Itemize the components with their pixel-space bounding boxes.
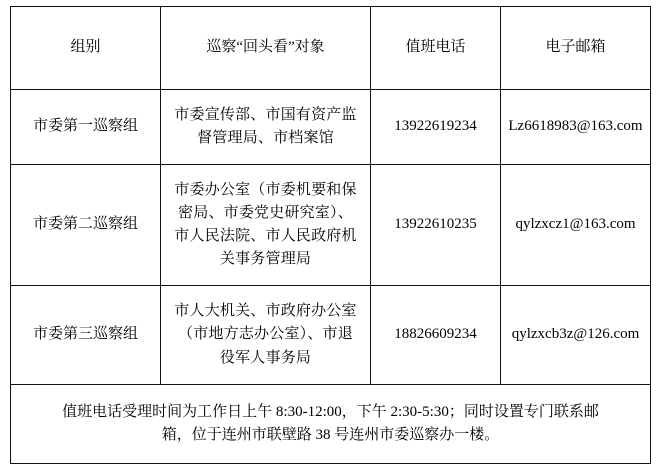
table-row <box>11 286 651 385</box>
target-line: 市人民法院、市人民政府机 <box>174 228 357 244</box>
column-header-target: 巡察“回头看”对象 <box>161 7 371 90</box>
cell-phone: 13922610235 <box>371 165 501 286</box>
contact-table <box>10 6 651 464</box>
cell-group: 市委第一巡察组 <box>11 90 161 165</box>
column-header-phone: 值班电话 <box>371 7 501 90</box>
target-line: 关事务管理局 <box>219 251 312 268</box>
cell-target <box>161 286 371 385</box>
cell-phone: 13922619234 <box>371 90 501 165</box>
cell-group: 市委第二巡察组 <box>11 165 161 286</box>
cell-email: qylzxcb3z@126.com <box>501 286 651 385</box>
table-row <box>11 165 651 286</box>
target-line: 市委宣传部、市国有资产监 <box>174 106 357 123</box>
cell-note <box>11 385 651 464</box>
target-line: 市人大机关、市政府办公室 <box>174 303 357 320</box>
target-line: （市地方志办公室）、市退 <box>178 326 353 343</box>
table-note-row <box>11 385 651 464</box>
cell-email: qylzxcz1@163.com <box>501 165 651 286</box>
cell-email: Lz6618983@163.com <box>501 90 651 165</box>
cell-group: 市委第三巡察组 <box>11 286 161 385</box>
target-line: 密局、市委党史研究室）、 <box>178 204 353 221</box>
cell-phone: 18826609234 <box>371 286 501 385</box>
table-header-row <box>11 7 651 90</box>
table-row <box>11 90 651 165</box>
target-line: 市委办公室（市委机要和保 <box>174 181 357 198</box>
note-line: 箱，位于连州市联壁路 38 号连州市委巡察办一楼。 <box>161 427 500 443</box>
cell-target <box>161 165 371 286</box>
table-header <box>11 7 651 90</box>
document-sheet <box>0 6 660 443</box>
table-body <box>11 90 651 464</box>
cell-target <box>161 90 371 165</box>
target-line: 役军人事务局 <box>219 349 312 366</box>
column-header-email: 电子邮箱 <box>501 7 651 90</box>
note-line: 值班电话受理时间为工作日上午 8:30-12:00，下午 2:30-5:30；同时设置专门联系邮 <box>62 403 599 420</box>
column-header-group: 组别 <box>11 7 161 90</box>
target-line: 督管理局、市档案馆 <box>197 130 334 146</box>
